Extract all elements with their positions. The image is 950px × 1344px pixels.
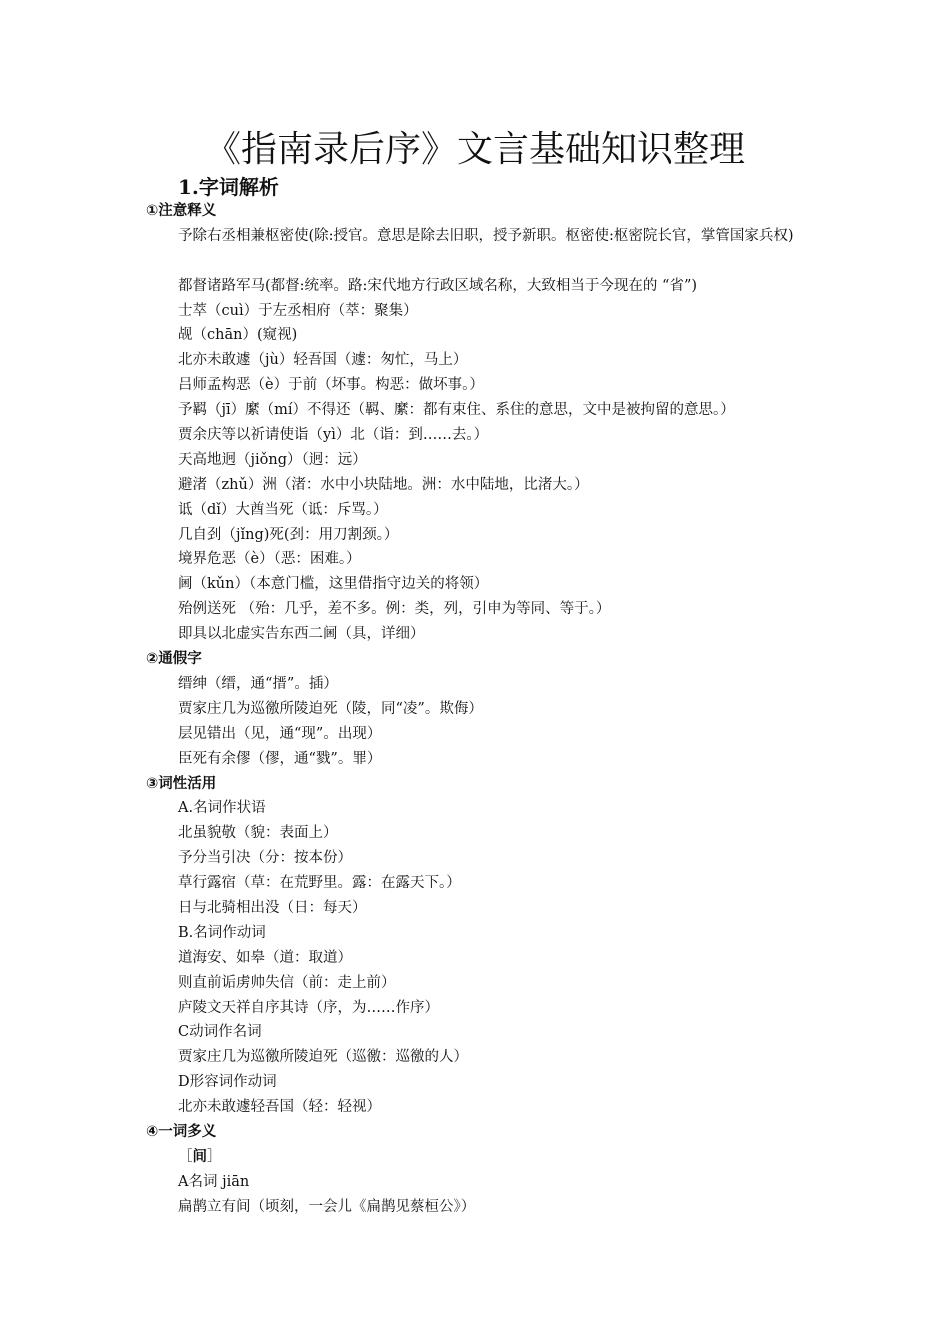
list-item: 缙绅（缙，通“搢”。插）	[178, 675, 338, 692]
list-item: 避渚（zhǔ）洲（渚：水中小块陆地。洲：水中陆地，比渚大。）	[178, 476, 589, 493]
list-item: 层见错出（见，通“现”。出现）	[178, 725, 382, 742]
list-item	[146, 224, 816, 274]
list-item: 庐陵文天祥自序其诗（序，为……作序）	[178, 999, 439, 1016]
list-item: 臣死有余僇（僇，通“戮”。罪）	[178, 750, 382, 767]
list-item: 贾余庆等以祈请使诣（yì）北（诣：到……去。）	[178, 427, 489, 444]
section-label-polysemy: ④一词多义	[146, 1123, 217, 1140]
section-label-loan-characters: ②通假字	[146, 651, 202, 668]
list-item: C动词作名词	[178, 1024, 262, 1041]
bracket-open: ［	[178, 1148, 193, 1165]
list-item: 殆例送死 （殆：几乎，差不多。例：类，列，引申为等同、等于。）	[178, 601, 611, 618]
list-item: 吕师孟构恶（è）于前（坏事。构恶：做坏事。）	[178, 377, 484, 394]
list-item: 贾家庄几为巡徼所陵迫死（巡徼：巡徼的人）	[178, 1049, 468, 1066]
list-item: 都督诸路军马(都督:统率。路:宋代地方行政区域名称，大致相当于今现在的 “省”)	[178, 277, 698, 294]
list-item: 北亦未敢遽轻吾国（轻：轻视）	[178, 1099, 381, 1116]
list-item: 北虽貌敬（貌：表面上）	[178, 825, 338, 842]
list-item: 天高地迥（jiǒng）（迥：远）	[178, 451, 367, 468]
list-item: 觇（chān）(窥视)	[178, 327, 298, 344]
list-item: B.名词作动词	[178, 924, 266, 941]
list-item: 即具以北虚实告东西二阃（具，详细）	[178, 626, 425, 643]
list-item: 草行露宿（草：在荒野里。露：在露天下。）	[178, 875, 461, 892]
list-item: A.名词作状语	[178, 800, 266, 817]
list-item: 则直前诟虏帅失信（前：走上前）	[178, 974, 396, 991]
content-body	[146, 199, 826, 1220]
section-label-meaning: ①注意释义	[146, 203, 217, 219]
list-item: 日与北骑相出没（日：每天）	[178, 899, 367, 916]
entry-word: 间	[192, 1148, 207, 1165]
list-item: 几自刭（jǐng)死(刭：用刀割颈。）	[178, 526, 399, 543]
list-item: 诋（dǐ）大酋当死（诋：斥骂。）	[178, 501, 388, 518]
section-label-part-of-speech: ③词性活用	[146, 775, 217, 792]
list-item: 北亦未敢遽（jù）轻吾国（遽：匆忙，马上）	[178, 352, 468, 369]
list-item: 予分当引决（分：按本份）	[178, 850, 352, 867]
item-text: 予除右丞相兼枢密使(除:授官。意思是除去旧职，授予新职。枢密使:枢密院长官，掌管国家兵权)	[178, 227, 794, 244]
list-item: D形容词作动词	[178, 1074, 277, 1091]
list-item: 境界危恶（è）（恶：困难。）	[178, 551, 361, 568]
list-item: 扁鹊立有间（顷刻，一会儿《扁鹊见蔡桓公》）	[178, 1198, 476, 1215]
page-title: 《指南录后序》文言基础知识整理	[204, 129, 745, 170]
word-entry	[146, 1145, 826, 1170]
list-item: 士萃（cuì）于左丞相府（萃：聚集）	[178, 302, 418, 319]
list-item: A名词 jiān	[178, 1173, 250, 1190]
bracket-close: ］	[207, 1148, 222, 1165]
list-item: 阃（kǔn）（本意门槛，这里借指守边关的将领）	[178, 576, 489, 593]
list-item: 道海安、如皋（道：取道）	[178, 949, 352, 966]
list-item: 贾家庄几为巡徼所陵迫死（陵，同“凌”。欺侮）	[178, 700, 483, 717]
section-heading: 1.字词解析	[178, 175, 279, 199]
list-item: 予羁（jī）縻（mí）不得还（羁、縻：都有束住、系住的意思，文中是被拘留的意思。）	[178, 402, 735, 419]
